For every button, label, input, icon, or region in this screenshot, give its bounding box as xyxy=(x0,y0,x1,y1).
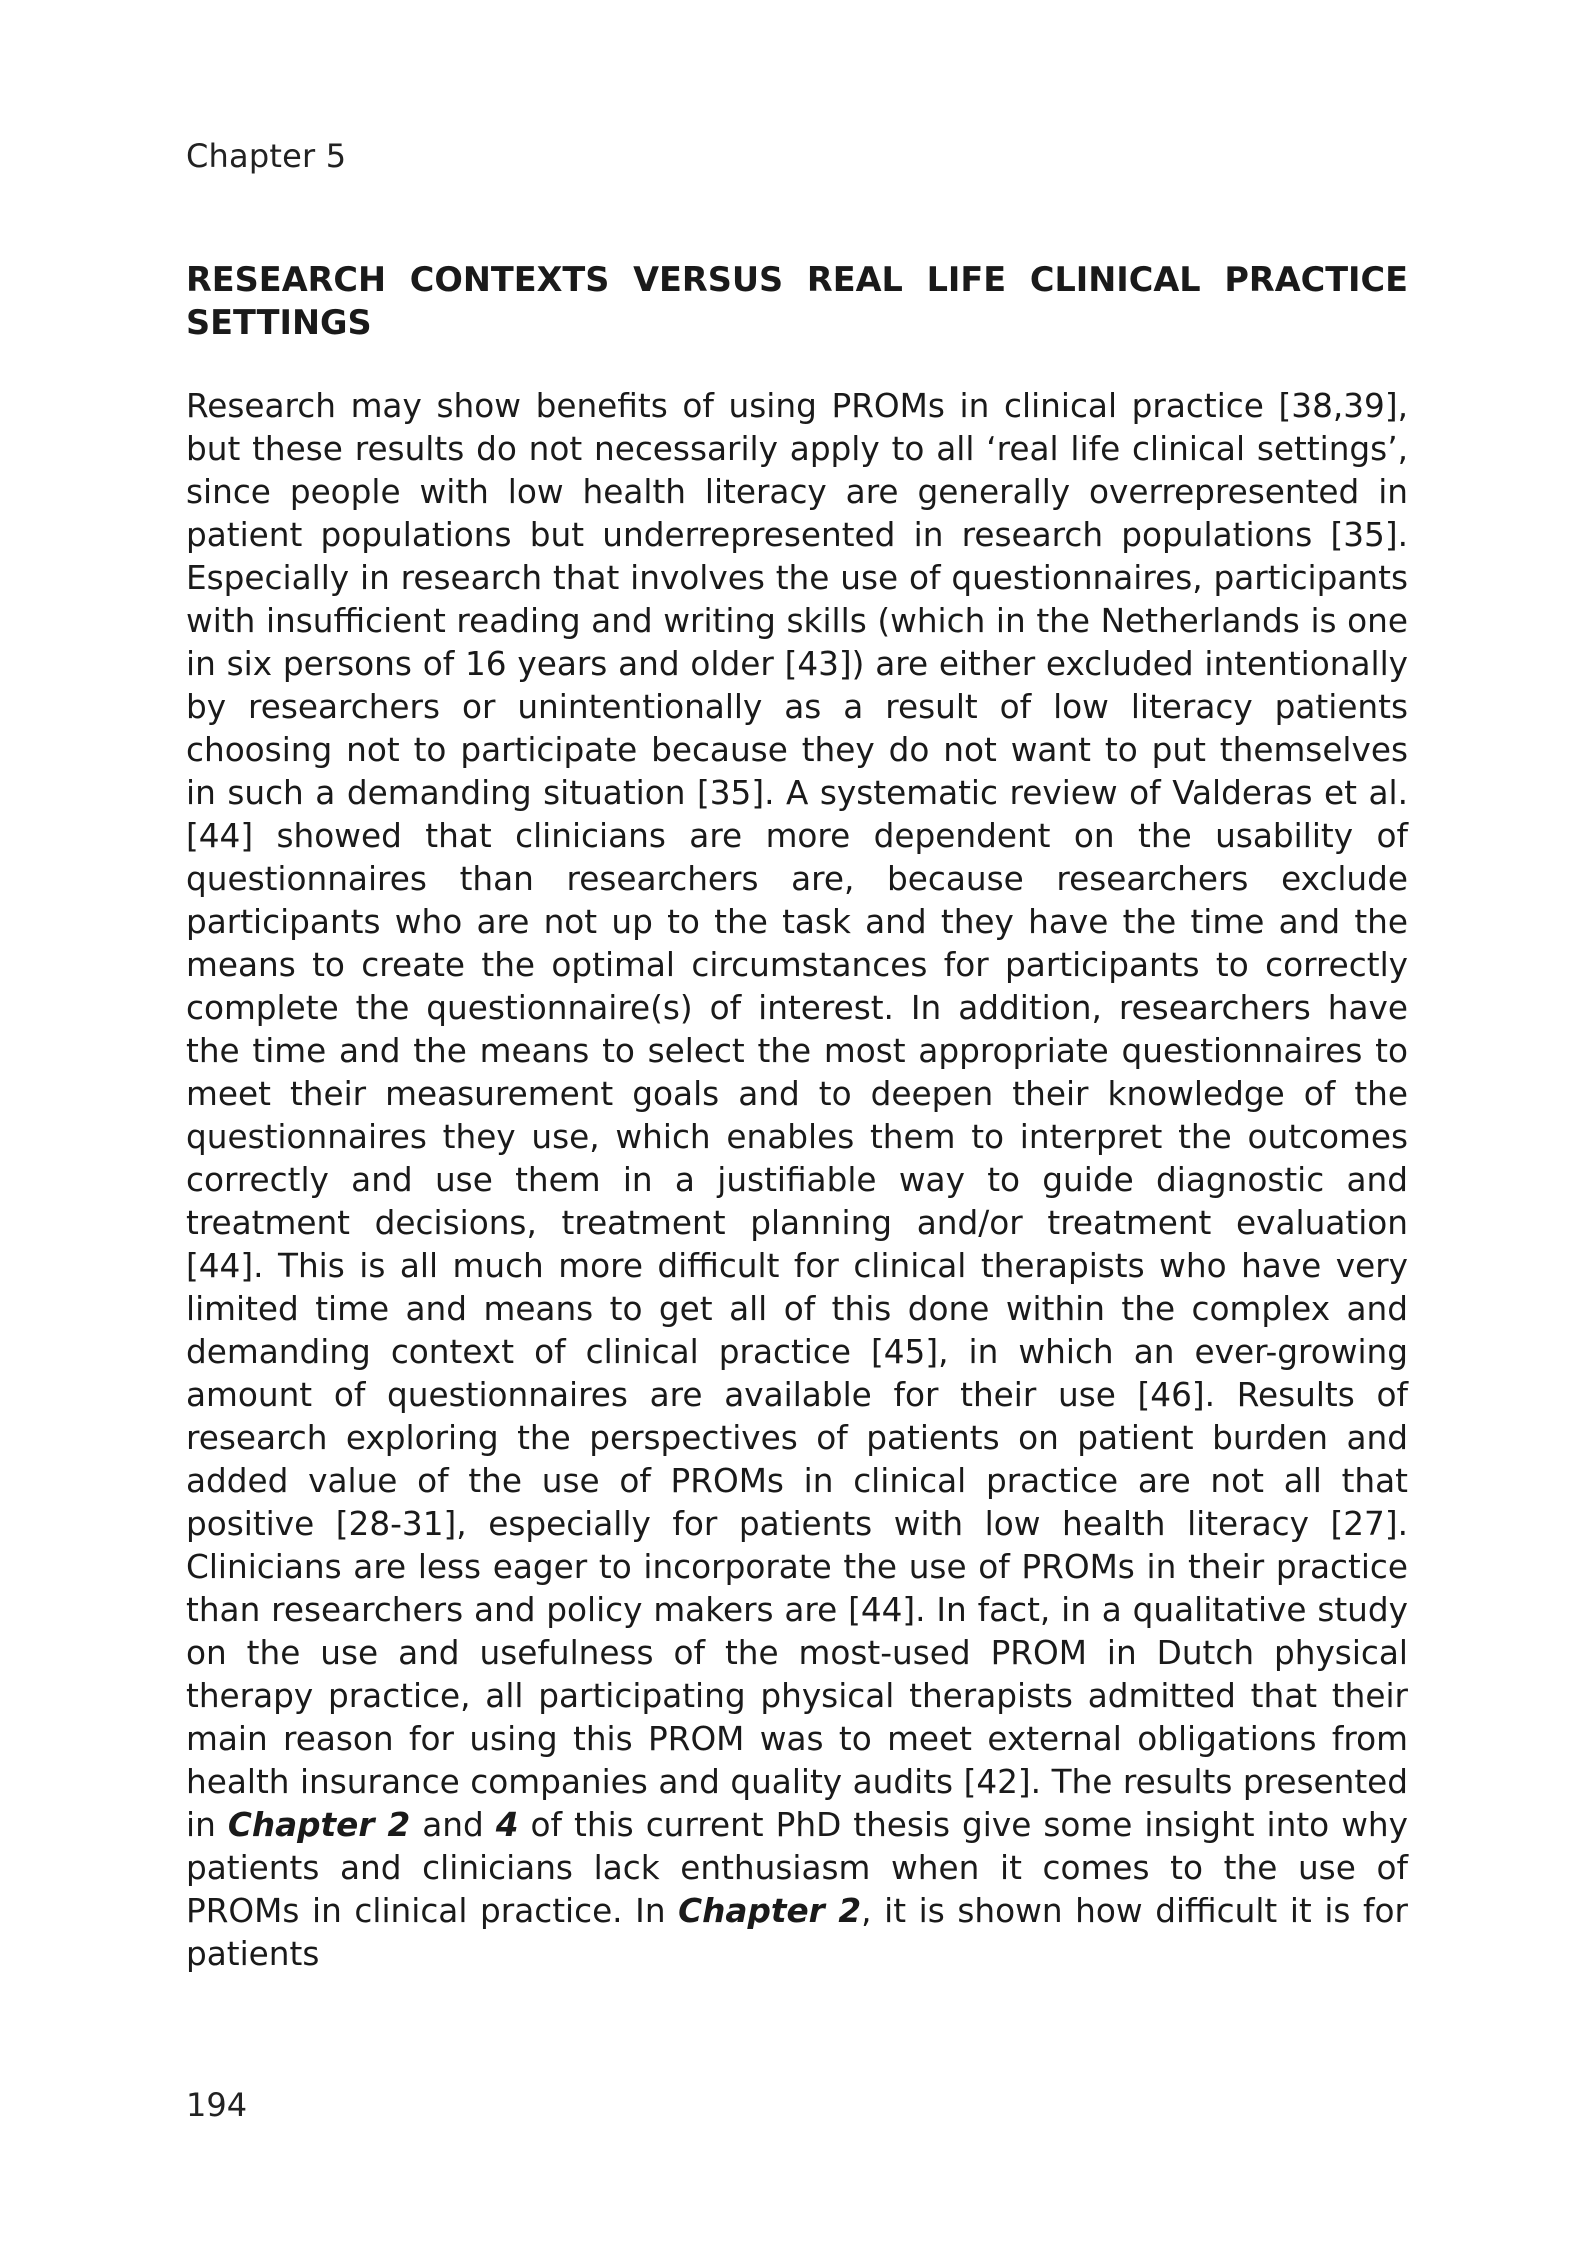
paragraph-text-2: and xyxy=(410,1806,496,1844)
paragraph-text-3: of this current PhD thesis give some insight into why patients and clinicians lack enthusiasm when it comes to the use of PROMs in clinical practice. In xyxy=(186,1806,1408,1930)
paragraph-text-1: Research may show benefits of using PROMs in clinical practice [38,39], but these results do not necessarily apply to all ‘real life clinical settings’, since people with low health literacy are generally overrepresented in patient populations but underrepresented in research populations [35]. Especially in research that involves the use of questionnaires, participants with insufficient reading and writing skills (which in the Netherlands is one in six persons of 16 years and older [43]) are either excluded intentionally by researchers or unintentionally as a result of low literacy patients choosing not to participate because they do not want to put themselves in such a demanding situation [35]. A systematic review of Valderas et al. [44] showed that clinicians are more dependent on the usability of questionnaires than researchers are, because researchers exclude participants who are not up to the task and they have the time and the means to create the optimal circumstances for participants to correctly complete the questionnaire(s) of interest. In addition, researchers have the time and the means to select the most appropriate questionnaires to meet their measurement goals and to deepen their knowledge of the questionnaires they use, which enables them to interpret the outcomes correctly and use them in a justifiable way to guide diagnostic and treatment decisions, treatment planning and/or treatment evaluation [44]. This is all much more difficult for clinical therapists who have very limited time and means to get all of this done within the complex and demanding context of clinical practice [45], in which an ever-growing amount of questionnaires are available for their use [46]. Results of research exploring the perspectives of patients on patient burden and added value of the use of PROMs in clinical practice are not all that positive [28-31], especially for patients with low health literacy [27]. Clinicians are less eager to incorporate the use of PROMs in their practice than researchers and policy makers are [44]. In fact, in a qualitative study on the use and usefulness of the most-used PROM in Dutch physical therapy practice, all participating physical therapists admitted that their main reason for using this PROM was to meet external obligations from health insurance companies and quality audits [42]. The results presented in xyxy=(186,387,1408,1844)
chapter-4-reference: 4 xyxy=(495,1806,519,1844)
chapter-2-reference-second: Chapter 2 xyxy=(678,1892,862,1930)
page-number: 194 xyxy=(186,2086,248,2124)
body-paragraph xyxy=(186,385,1408,1976)
running-header: Chapter 5 xyxy=(186,137,347,175)
section-heading: RESEARCH CONTEXTS VERSUS REAL LIFE CLINICAL PRACTICE SETTINGS xyxy=(186,260,1408,342)
chapter-2-reference: Chapter 2 xyxy=(227,1806,411,1844)
paragraph-text-4: , it is shown how difficult it is for patients xyxy=(186,1892,1408,1973)
